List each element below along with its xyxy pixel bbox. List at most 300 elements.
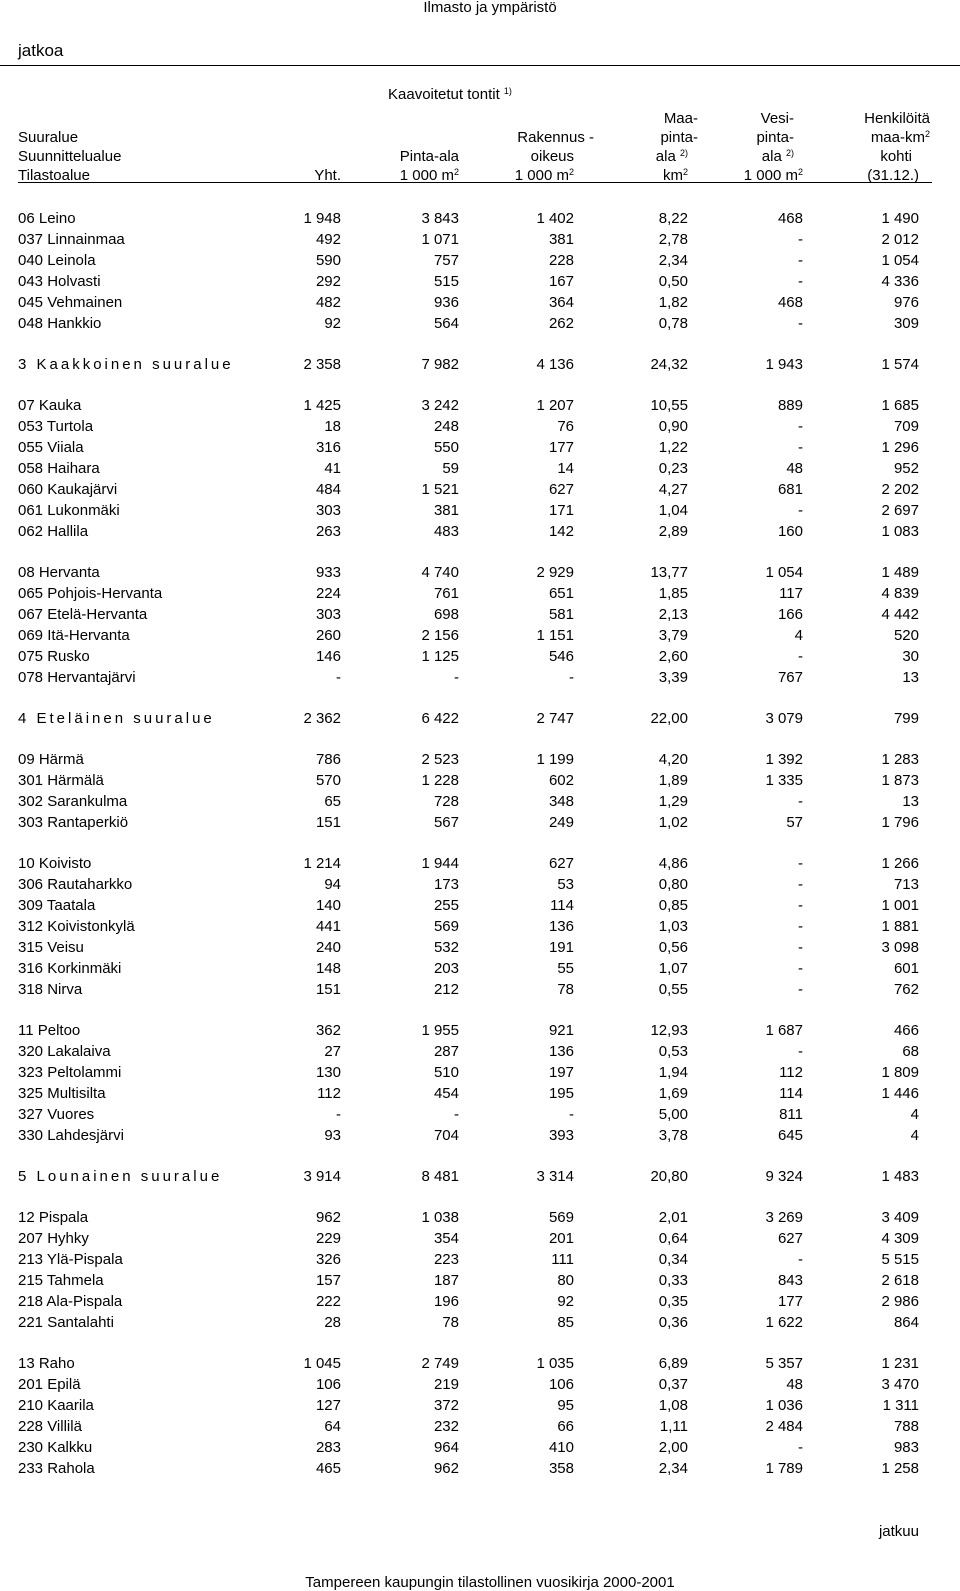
henkiloita-value: 1 446 — [881, 1085, 919, 1102]
pinta-ala-value: 698 — [433, 606, 459, 623]
rakennusoikeus-value: 1 207 — [536, 397, 574, 414]
table-row — [0, 1125, 960, 1146]
table-row — [0, 874, 960, 895]
rakennusoikeus-value: 80 — [557, 1272, 574, 1289]
henkiloita-value: 799 — [893, 710, 919, 727]
henkiloita-value: 4 839 — [881, 585, 919, 602]
yht-value: 933 — [315, 564, 341, 581]
table-row — [0, 500, 960, 521]
henkiloita-value: 1 489 — [881, 564, 919, 581]
yht-value: 229 — [315, 1230, 341, 1247]
vesipinta-ala-value: 160 — [777, 523, 803, 540]
yht-value: 140 — [315, 897, 341, 914]
pinta-ala-value: 212 — [433, 981, 459, 998]
page-footer: Tampereen kaupungin tilastollinen vuosikirja 2000-2001 — [305, 1574, 675, 1591]
area-name: 10 Koivisto — [18, 855, 92, 872]
area-name: 069 Itä-Hervanta — [18, 627, 130, 644]
pinta-ala-value: 483 — [433, 523, 459, 540]
pinta-ala-value: 3 242 — [421, 397, 459, 414]
vesipinta-ala-value: - — [798, 1439, 803, 1456]
yht-value: 18 — [324, 418, 341, 435]
vesipinta-ala-value: 48 — [786, 1376, 803, 1393]
yht-value: - — [336, 1106, 341, 1123]
yht-value: 94 — [324, 876, 341, 893]
area-name: 075 Rusko — [18, 648, 90, 665]
vesipinta-ala-value: - — [798, 418, 803, 435]
rakennusoikeus-value: 381 — [548, 231, 574, 248]
table-row — [0, 937, 960, 958]
maapinta-ala-value: 2,78 — [658, 231, 688, 248]
pinta-ala-value: 78 — [442, 1314, 459, 1331]
pinta-ala-value: - — [454, 1106, 459, 1123]
henkiloita-value: 952 — [893, 460, 919, 477]
yht-value: 151 — [315, 981, 341, 998]
yht-value: 362 — [315, 1022, 341, 1039]
pinta-ala-value: 255 — [433, 897, 459, 914]
maapinta-ala-value: 22,00 — [650, 710, 688, 727]
yht-value: 484 — [315, 481, 341, 498]
vesipinta-ala-value: 1 392 — [765, 751, 803, 768]
henkiloita-value: 1 231 — [881, 1355, 919, 1372]
rakennusoikeus-value: 1 035 — [536, 1355, 574, 1372]
pinta-ala-value: 354 — [433, 1230, 459, 1247]
rakennusoikeus-value: 1 199 — [536, 751, 574, 768]
pinta-ala-value: 223 — [433, 1251, 459, 1268]
henkiloita-value: 713 — [893, 876, 919, 893]
vesipinta-ala-value: 2 484 — [765, 1418, 803, 1435]
rakennusoikeus-value: 921 — [548, 1022, 574, 1039]
yht-value: 292 — [315, 273, 341, 290]
table-row — [0, 979, 960, 1000]
area-name: 058 Haihara — [18, 460, 100, 477]
yht-value: 64 — [324, 1418, 341, 1435]
pinta-ala-value: 1 955 — [421, 1022, 459, 1039]
pinta-ala-value: 381 — [433, 502, 459, 519]
pinta-ala-value: 454 — [433, 1085, 459, 1102]
maapinta-ala-value: 2,13 — [658, 606, 688, 623]
yht-value: 93 — [324, 1127, 341, 1144]
yht-value: 326 — [315, 1251, 341, 1268]
area-name: 306 Rautaharkko — [18, 876, 133, 893]
yht-value: 148 — [315, 960, 341, 977]
header-tilastoalue: Tilastoalue — [18, 167, 90, 184]
rakennusoikeus-value: 1 402 — [536, 210, 574, 227]
vesipinta-ala-value: 112 — [779, 1064, 803, 1081]
yht-value: 127 — [315, 1397, 341, 1414]
yht-value: 65 — [324, 793, 341, 810]
maapinta-ala-value: 8,22 — [658, 210, 688, 227]
rakennusoikeus-value: 546 — [548, 648, 574, 665]
vesipinta-ala-value: 9 324 — [765, 1168, 803, 1185]
table-row — [0, 1353, 960, 1374]
maapinta-ala-value: 1,94 — [658, 1064, 688, 1081]
vesipinta-ala-value: 1 054 — [765, 564, 803, 581]
area-name: 201 Epilä — [18, 1376, 81, 1393]
header-maa-unit: $km^2$ — [662, 167, 688, 184]
yht-value: 2 362 — [303, 710, 341, 727]
yht-value: 465 — [315, 1460, 341, 1477]
rakennusoikeus-value: 569 — [548, 1209, 574, 1226]
table-row — [0, 958, 960, 979]
maapinta-ala-value: 0,34 — [658, 1251, 688, 1268]
vesipinta-ala-value: - — [798, 502, 803, 519]
rakennusoikeus-value: - — [569, 669, 574, 686]
rakennusoikeus-value: 106 — [548, 1376, 574, 1393]
pinta-ala-value: 532 — [433, 939, 459, 956]
rakennusoikeus-value: 55 — [557, 960, 574, 977]
rakennusoikeus-value: 14 — [557, 460, 574, 477]
maapinta-ala-value: 1,85 — [658, 585, 688, 602]
area-name: 218 Ala-Pispala — [18, 1293, 123, 1310]
rakennusoikeus-value: 602 — [548, 772, 574, 789]
rakennusoikeus-value: 228 — [548, 252, 574, 269]
table-row — [0, 1395, 960, 1416]
rakennusoikeus-value: 195 — [548, 1085, 574, 1102]
yht-value: 28 — [324, 1314, 341, 1331]
henkiloita-value: 520 — [893, 627, 919, 644]
area-name: 316 Korkinmäki — [18, 960, 122, 977]
area-name: 318 Nirva — [18, 981, 83, 998]
vesipinta-ala-value: 3 079 — [765, 710, 803, 727]
henkiloita-value: 2 697 — [881, 502, 919, 519]
henkiloita-value: 4 442 — [881, 606, 919, 623]
header-rakennusoikeus-2: oikeus — [530, 148, 574, 165]
pinta-ala-value: 510 — [433, 1064, 459, 1081]
maapinta-ala-value: 0,90 — [658, 418, 688, 435]
maapinta-ala-value: 1,08 — [658, 1397, 688, 1414]
henkiloita-value: 30 — [902, 648, 919, 665]
yht-value: 106 — [315, 1376, 341, 1393]
rakennusoikeus-value: 167 — [548, 273, 574, 290]
maapinta-ala-value: 3,39 — [658, 669, 688, 686]
pinta-ala-value: 1 038 — [421, 1209, 459, 1226]
pinta-ala-value: 964 — [433, 1439, 459, 1456]
maapinta-ala-value: 0,55 — [658, 981, 688, 998]
vesipinta-ala-value: 468 — [777, 210, 803, 227]
table-row — [0, 1437, 960, 1458]
yht-value: 130 — [315, 1064, 341, 1081]
table-row — [0, 770, 960, 791]
maapinta-ala-value: 1,29 — [658, 793, 688, 810]
vesipinta-ala-value: 1 789 — [765, 1460, 803, 1477]
rakennusoikeus-value: 1 151 — [536, 627, 574, 644]
rakennusoikeus-value: 651 — [548, 585, 574, 602]
header-rakennusoikeus: Rakennus - — [517, 129, 594, 146]
pinta-ala-value: 757 — [433, 252, 459, 269]
henkiloita-value: 3 098 — [881, 939, 919, 956]
rakennusoikeus-value: 76 — [557, 418, 574, 435]
pinta-ala-value: 1 521 — [421, 481, 459, 498]
area-name: 230 Kalkku — [18, 1439, 93, 1456]
rakennusoikeus-value: 53 — [557, 876, 574, 893]
rakennusoikeus-value: 393 — [548, 1127, 574, 1144]
pinta-ala-value: 232 — [433, 1418, 459, 1435]
vesipinta-ala-value: 627 — [777, 1230, 803, 1247]
table-row — [0, 1041, 960, 1062]
header-pinta-ala: Pinta-ala — [399, 148, 459, 165]
area-name: 309 Taatala — [18, 897, 96, 914]
area-name: 07 Kauka — [18, 397, 82, 414]
vesipinta-ala-value: 1 687 — [765, 1022, 803, 1039]
pinta-ala-value: 203 — [433, 960, 459, 977]
area-name: 303 Rantaperkiö — [18, 814, 129, 831]
vesipinta-ala-value: - — [798, 876, 803, 893]
table-row — [0, 416, 960, 437]
table-row — [0, 521, 960, 542]
maapinta-ala-value: 1,02 — [658, 814, 688, 831]
henkiloita-value: 3 409 — [881, 1209, 919, 1226]
pinta-ala-value: 6 422 — [421, 710, 459, 727]
henkiloita-value: 4 336 — [881, 273, 919, 290]
pinta-ala-value: 761 — [433, 585, 459, 602]
yht-value: 260 — [315, 627, 341, 644]
header-henk-kohti: kohti — [880, 148, 912, 165]
yht-value: 222 — [315, 1293, 341, 1310]
table-row — [0, 791, 960, 812]
vesipinta-ala-value: - — [798, 793, 803, 810]
top-divider — [0, 65, 960, 66]
vesipinta-ala-value: 48 — [786, 460, 803, 477]
pinta-ala-value: 187 — [433, 1272, 459, 1289]
table-row — [0, 1374, 960, 1395]
henkiloita-value: 762 — [893, 981, 919, 998]
vesipinta-ala-value: 166 — [777, 606, 803, 623]
maapinta-ala-value: 1,04 — [658, 502, 688, 519]
maapinta-ala-value: 4,20 — [658, 751, 688, 768]
rakennusoikeus-value: 364 — [548, 294, 574, 311]
area-name: 4 Eteläinen suuralue — [18, 710, 215, 727]
area-name: 048 Hankkio — [18, 315, 102, 332]
table-row — [0, 1207, 960, 1228]
yht-value: 1 045 — [303, 1355, 341, 1372]
rakennusoikeus-value: 2 929 — [536, 564, 574, 581]
rakennusoikeus-value: 627 — [548, 481, 574, 498]
henkiloita-value: 309 — [893, 315, 919, 332]
area-name: 045 Vehmainen — [18, 294, 123, 311]
yht-value: 263 — [315, 523, 341, 540]
vesipinta-ala-value: 4 — [794, 627, 803, 644]
henkiloita-value: 1 881 — [881, 918, 919, 935]
header-vesi-pinta: pinta- — [756, 129, 794, 146]
rakennusoikeus-value: 2 747 — [536, 710, 574, 727]
rakennusoikeus-value: 201 — [548, 1230, 574, 1247]
yht-value: 316 — [315, 439, 341, 456]
table-row — [0, 313, 960, 334]
vesipinta-ala-value: - — [798, 231, 803, 248]
header-vesi-ala: ala $^{2)}$ — [761, 148, 794, 165]
vesipinta-ala-value: - — [798, 1251, 803, 1268]
rakennusoikeus-value: 136 — [548, 1043, 574, 1060]
maapinta-ala-value: 5,00 — [658, 1106, 688, 1123]
yht-value: 41 — [324, 460, 341, 477]
yht-value: 157 — [315, 1272, 341, 1289]
table-row — [0, 437, 960, 458]
henkiloita-value: 466 — [893, 1022, 919, 1039]
vesipinta-ala-value: 889 — [777, 397, 803, 414]
group-header-kaavoitetut-tontit: Kaavoitetut tontit $^{1)}$ — [388, 86, 512, 103]
yht-value: 590 — [315, 252, 341, 269]
data-table — [0, 208, 960, 1479]
maapinta-ala-value: 4,27 — [658, 481, 688, 498]
vesipinta-ala-value: - — [798, 439, 803, 456]
maapinta-ala-value: 2,89 — [658, 523, 688, 540]
henkiloita-value: 1 685 — [881, 397, 919, 414]
maapinta-ala-value: 1,03 — [658, 918, 688, 935]
maapinta-ala-value: 0,50 — [658, 273, 688, 290]
area-name: 053 Turtola — [18, 418, 94, 435]
rakennusoikeus-value: 410 — [548, 1439, 574, 1456]
henkiloita-value: 5 515 — [881, 1251, 919, 1268]
yht-value: 146 — [315, 648, 341, 665]
pinta-ala-value: 287 — [433, 1043, 459, 1060]
vesipinta-ala-value: - — [798, 939, 803, 956]
vesipinta-ala-value: 177 — [777, 1293, 803, 1310]
header-pinta-ala-unit: 1 000 $m^2$ — [399, 167, 459, 184]
maapinta-ala-value: 1,69 — [658, 1085, 688, 1102]
area-name: 323 Peltolammi — [18, 1064, 122, 1081]
maapinta-ala-value: 1,89 — [658, 772, 688, 789]
henkiloita-value: 709 — [893, 418, 919, 435]
table-row — [0, 1083, 960, 1104]
vesipinta-ala-value: - — [798, 981, 803, 998]
table-row — [0, 1249, 960, 1270]
area-name: 11 Peltoo — [18, 1022, 81, 1039]
header-maa: Maa- — [663, 110, 698, 127]
maapinta-ala-value: 0,35 — [658, 1293, 688, 1310]
henkiloita-value: 788 — [893, 1418, 919, 1435]
yht-value: 786 — [315, 751, 341, 768]
yht-value: 303 — [315, 606, 341, 623]
maapinta-ala-value: 24,32 — [650, 356, 688, 373]
table-row — [0, 1312, 960, 1333]
pinta-ala-value: 564 — [433, 315, 459, 332]
rakennusoikeus-value: 191 — [548, 939, 574, 956]
rakennusoikeus-value: 95 — [557, 1397, 574, 1414]
maapinta-ala-value: 0,36 — [658, 1314, 688, 1331]
yht-value: 224 — [315, 585, 341, 602]
henkiloita-value: 983 — [893, 1439, 919, 1456]
area-name: 315 Veisu — [18, 939, 84, 956]
maapinta-ala-value: 0,23 — [658, 460, 688, 477]
area-name: 312 Koivistonkylä — [18, 918, 135, 935]
yht-value: 1 948 — [303, 210, 341, 227]
pinta-ala-value: - — [454, 669, 459, 686]
area-name: 320 Lakalaiva — [18, 1043, 111, 1060]
area-name: 13 Raho — [18, 1355, 75, 1372]
area-name: 040 Leinola — [18, 252, 96, 269]
pinta-ala-value: 1 944 — [421, 855, 459, 872]
vesipinta-ala-value: 1 622 — [765, 1314, 803, 1331]
pinta-ala-value: 8 481 — [421, 1168, 459, 1185]
henkiloita-value: 1 483 — [881, 1168, 919, 1185]
table-row — [0, 604, 960, 625]
rakennusoikeus-value: 197 — [548, 1064, 574, 1081]
maapinta-ala-value: 4,86 — [658, 855, 688, 872]
vesipinta-ala-value: - — [798, 1043, 803, 1060]
table-row — [0, 625, 960, 646]
pinta-ala-value: 3 843 — [421, 210, 459, 227]
rakennusoikeus-value: 66 — [557, 1418, 574, 1435]
yht-value: 303 — [315, 502, 341, 519]
rakennusoikeus-value: 142 — [548, 523, 574, 540]
header-suunnittelualue: Suunnittelualue — [18, 148, 122, 165]
area-name: 228 Villilä — [18, 1418, 82, 1435]
vesipinta-ala-value: 1 036 — [765, 1397, 803, 1414]
rakennusoikeus-value: 177 — [548, 439, 574, 456]
rakennusoikeus-value: 114 — [550, 897, 574, 914]
table-row — [0, 208, 960, 229]
maapinta-ala-value: 0,64 — [658, 1230, 688, 1247]
rakennusoikeus-value: 78 — [557, 981, 574, 998]
pinta-ala-value: 2 523 — [421, 751, 459, 768]
table-row — [0, 1228, 960, 1249]
yht-value: 492 — [315, 231, 341, 248]
yht-value: 3 914 — [303, 1168, 341, 1185]
henkiloita-value: 1 283 — [881, 751, 919, 768]
continued-label: jatkoa — [18, 41, 64, 60]
henkiloita-value: 864 — [893, 1314, 919, 1331]
vesipinta-ala-value: 5 357 — [765, 1355, 803, 1372]
maapinta-ala-value: 0,53 — [658, 1043, 688, 1060]
table-row — [0, 749, 960, 770]
vesipinta-ala-value: 681 — [777, 481, 803, 498]
maapinta-ala-value: 0,56 — [658, 939, 688, 956]
table-row — [0, 1291, 960, 1312]
area-name: 5 Lounainen suuralue — [18, 1168, 223, 1185]
table-row — [0, 646, 960, 667]
rakennusoikeus-value: 627 — [548, 855, 574, 872]
pinta-ala-value: 2 749 — [421, 1355, 459, 1372]
maapinta-ala-value: 0,78 — [658, 315, 688, 332]
maapinta-ala-value: 0,37 — [658, 1376, 688, 1393]
vesipinta-ala-value: - — [798, 273, 803, 290]
continues-label: jatkuu — [878, 1523, 919, 1540]
henkiloita-value: 1 873 — [881, 772, 919, 789]
henkiloita-value: 2 202 — [881, 481, 919, 498]
yht-value: 2 358 — [303, 356, 341, 373]
table-row — [0, 271, 960, 292]
table-row — [0, 667, 960, 688]
maapinta-ala-value: 3,78 — [658, 1127, 688, 1144]
area-name: 330 Lahdesjärvi — [18, 1127, 124, 1144]
yht-value: 1 425 — [303, 397, 341, 414]
maapinta-ala-value: 12,93 — [650, 1022, 688, 1039]
maapinta-ala-value: 6,89 — [658, 1355, 688, 1372]
area-name: 061 Lukonmäki — [18, 502, 120, 519]
footnote-marker-1: 1) — [503, 86, 512, 96]
area-name: 055 Viiala — [18, 439, 84, 456]
pinta-ala-value: 248 — [433, 418, 459, 435]
pinta-ala-value: 728 — [433, 793, 459, 810]
table-row — [0, 1062, 960, 1083]
table-row — [0, 292, 960, 313]
table-row — [0, 1104, 960, 1125]
header-henk-date: (31.12.) — [867, 167, 919, 184]
yht-value: 441 — [315, 918, 341, 935]
maapinta-ala-value: 3,79 — [658, 627, 688, 644]
pinta-ala-value: 515 — [433, 273, 459, 290]
table-row-summary — [0, 708, 960, 729]
vesipinta-ala-value: - — [798, 897, 803, 914]
vesipinta-ala-value: 117 — [779, 585, 803, 602]
henkiloita-value: 1 083 — [881, 523, 919, 540]
pinta-ala-value: 1 125 — [421, 648, 459, 665]
area-name: 3 Kaakkoinen suuralue — [18, 356, 234, 373]
vesipinta-ala-value: 3 269 — [765, 1209, 803, 1226]
header-suuralue: Suuralue — [18, 129, 79, 146]
table-row — [0, 562, 960, 583]
henkiloita-value: 1 296 — [881, 439, 919, 456]
